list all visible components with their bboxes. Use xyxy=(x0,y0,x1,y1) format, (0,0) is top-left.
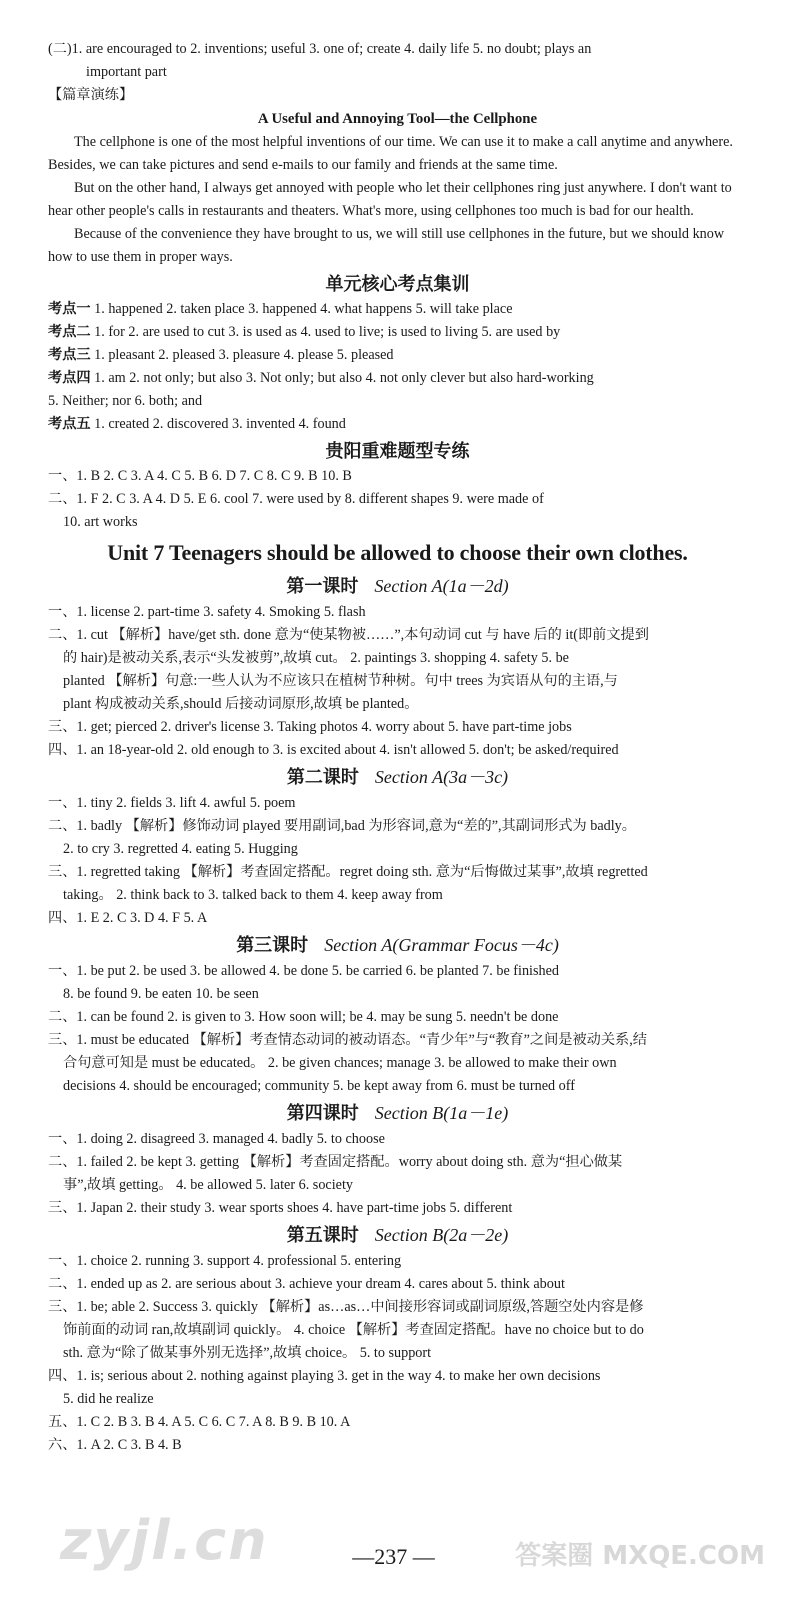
answer-line: 六、1. A 2. C 3. B 4. B xyxy=(48,1437,182,1453)
answer-line: 二、1. F 2. C 3. A 4. D 5. E 6. cool 7. were used by 8. different shapes 9. were made of xyxy=(48,491,544,507)
lesson-cn: 第五课时 xyxy=(286,1225,359,1245)
answer-line: 事”,故填 getting。 4. be allowed 5. later 6. society xyxy=(63,1177,353,1193)
page-number: —237 — xyxy=(352,1544,435,1569)
watermark-left: zyjl.cn xyxy=(60,1509,269,1572)
answer-line: planted 【解析】句意:一些人认为不应该只在植树节种树。句中 trees 为宾语从句的主语,与 xyxy=(63,673,618,689)
core-points-heading: 单元核心考点集训 xyxy=(325,274,470,294)
point-label: 考点三 xyxy=(48,347,91,363)
answer-line: decisions 4. should be encouraged; community 5. be kept away from 6. must be turned off xyxy=(63,1078,575,1094)
answer-line: 一、1. license 2. part-time 3. safety 4. Smoking 5. flash xyxy=(48,604,366,620)
point-label: 考点二 xyxy=(48,324,91,340)
essay-title: A Useful and Annoying Tool—the Cellphone xyxy=(257,111,538,127)
lesson-heading xyxy=(48,931,747,959)
lesson-section: Section B(1a－1e) xyxy=(374,1103,509,1123)
answer-line: taking。 2. think back to 3. talked back to them 4. keep away from xyxy=(63,887,443,903)
answer-line: 三、1. get; pierced 2. driver's license 3. Taking photos 4. worry about 5. have part-time jobs xyxy=(48,719,572,735)
answer-line: 四、1. E 2. C 3. D 4. F 5. A xyxy=(48,910,208,926)
answer-line: 五、1. C 2. B 3. B 4. A 5. C 6. C 7. A 8. B 9. B 10. A xyxy=(48,1414,351,1430)
point-label: 考点五 xyxy=(48,416,91,432)
answer-line: important part xyxy=(86,64,167,80)
answer-line: 饰前面的动词 ran,故填副词 quickly。 4. choice 【解析】考查固定搭配。have no choice but to do xyxy=(63,1322,644,1338)
answer-line: 三、1. be; able 2. Success 3. quickly 【解析】as…as…中间接形容词或副词原级,答题空处内容是修 xyxy=(48,1299,644,1315)
answer-line: 合句意可知是 must be educated。 2. be given chances; manage 3. be allowed to make their own xyxy=(63,1055,617,1071)
point-label: 考点一 xyxy=(48,301,91,317)
essay-paragraph: Because of the convenience they have brought to us, we will still use cellphones in the future, but we should know how to use them in proper ways. xyxy=(48,226,725,265)
lesson-heading xyxy=(48,572,747,600)
point-label: 考点四 xyxy=(48,370,91,386)
section-label: 【篇章演练】 xyxy=(48,87,134,103)
lesson-section: Section A(Grammar Focus－4c) xyxy=(324,935,559,955)
answer-line: 四、1. is; serious about 2. nothing against playing 3. get in the way 4. to make her own decisions xyxy=(48,1368,601,1384)
answer-line: 8. be found 9. be eaten 10. be seen xyxy=(63,986,259,1002)
answer-line: (二)1. are encouraged to 2. inventions; useful 3. one of; create 4. daily life 5. no doubt; plays an xyxy=(48,41,592,57)
answer-line: 三、1. Japan 2. their study 3. wear sports shoes 4. have part-time jobs 5. different xyxy=(48,1200,513,1216)
answer-line: 一、1. be put 2. be used 3. be allowed 4. be done 5. be carried 6. be planted 7. be finished xyxy=(48,963,559,979)
answer-line: 二、1. ended up as 2. are serious about 3. achieve your dream 4. cares about 5. think about xyxy=(48,1276,565,1292)
answer-line: sth. 意为“除了做某事外别无选择”,故填 choice。 5. to support xyxy=(63,1345,432,1361)
lesson-cn: 第一课时 xyxy=(286,576,359,596)
lesson-heading xyxy=(48,1099,747,1127)
answer-line: 二、1. failed 2. be kept 3. getting 【解析】考查固定搭配。worry about doing sth. 意为“担心做某 xyxy=(48,1154,623,1170)
answer-line: 一、1. choice 2. running 3. support 4. professional 5. entering xyxy=(48,1253,402,1269)
answer-line: 二、1. cut 【解析】have/get sth. done 意为“使某物被……”,本句动词 cut 与 have 后的 it(即前文提到 xyxy=(48,627,649,643)
watermark-right: 答案圈 MXQE.COM xyxy=(515,1541,765,1571)
answer-line: 5. did he realize xyxy=(63,1391,154,1407)
answer-line: 三、1. regretted taking 【解析】考查固定搭配。regret doing sth. 意为“后悔做过某事”,故填 regretted xyxy=(48,864,648,880)
lesson-heading xyxy=(48,1221,747,1249)
guiyang-heading: 贵阳重难题型专练 xyxy=(325,441,470,461)
essay-paragraph: The cellphone is one of the most helpful inventions of our time. We can use it to make a call anytime and anywhere. Besides, we can take pictures and send e-mails to our family and friends at the same time. xyxy=(48,134,733,173)
lesson-section: Section A(3a－3c) xyxy=(374,767,509,787)
lesson-section: Section B(2a－2e) xyxy=(374,1225,509,1245)
lesson-cn: 第二课时 xyxy=(286,767,359,787)
point-answers: 1. created 2. discovered 3. invented 4. found xyxy=(90,416,346,432)
point-answers: 1. pleasant 2. pleased 3. pleasure 4. please 5. pleased xyxy=(90,347,394,363)
answer-line: 三、1. must be educated 【解析】考查情态动词的被动语态。“青少年”与“教育”之间是被动关系,结 xyxy=(48,1032,647,1048)
answer-line: 2. to cry 3. regretted 4. eating 5. Hugging xyxy=(63,841,298,857)
answer-line: 一、1. tiny 2. fields 3. lift 4. awful 5. poem xyxy=(48,795,296,811)
point-answers: 5. Neither; nor 6. both; and xyxy=(48,393,203,409)
lesson-section: Section A(1a－2d) xyxy=(374,576,509,596)
point-answers: 1. for 2. are used to cut 3. is used as 4. used to live; is used to living 5. are used by xyxy=(90,324,561,340)
answer-line: 一、1. doing 2. disagreed 3. managed 4. badly 5. to choose xyxy=(48,1131,385,1147)
essay-paragraph: But on the other hand, I always get annoyed with people who let their cellphones ring just anywhere. I don't want to hear other people's calls in restaurants and theaters. What's more, using cellphones too much is bad for our health. xyxy=(48,180,732,219)
point-answers: 1. happened 2. taken place 3. happened 4. what happens 5. will take place xyxy=(90,301,513,317)
answer-line: 二、1. can be found 2. is given to 3. How soon will; be 4. may be sung 5. needn't be done xyxy=(48,1009,559,1025)
answer-line: 10. art works xyxy=(63,514,138,530)
answer-line: 一、1. B 2. C 3. A 4. C 5. B 6. D 7. C 8. C 9. B 10. B xyxy=(48,468,352,484)
answer-line: 四、1. an 18-year-old 2. old enough to 3. is excited about 4. isn't allowed 5. don't; be asked/required xyxy=(48,742,619,758)
point-answers: 1. am 2. not only; but also 3. Not only; but also 4. not only clever but also hard-working xyxy=(90,370,594,386)
answer-line: plant 构成被动关系,should 后接动词原形,故填 be planted。 xyxy=(63,696,419,712)
lesson-heading xyxy=(48,763,747,791)
answer-line: 二、1. badly 【解析】修饰动词 played 要用副词,bad 为形容词,意为“差的”,其副词形式为 badly。 xyxy=(48,818,636,834)
lesson-cn: 第三课时 xyxy=(236,935,309,955)
unit-title: Unit 7 Teenagers should be allowed to choose their own clothes. xyxy=(107,540,688,565)
answer-line: 的 hair)是被动关系,表示“头发被剪”,故填 cut。 2. paintings 3. shopping 4. safety 5. be xyxy=(63,650,569,666)
lesson-cn: 第四课时 xyxy=(286,1103,359,1123)
